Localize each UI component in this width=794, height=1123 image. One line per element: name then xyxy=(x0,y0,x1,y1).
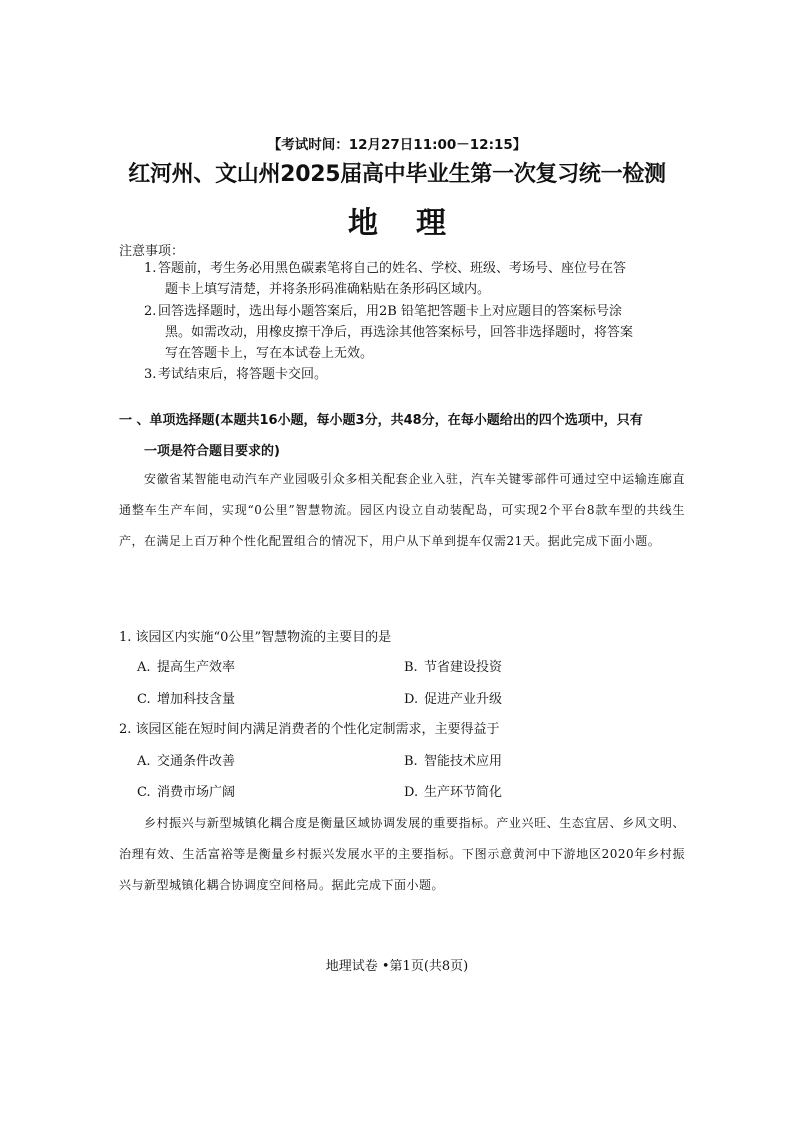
exam-title: 红河州、文山州2025届高中毕业生第一次复习统一检测 xyxy=(128,162,666,187)
notice-item-text-cont: 黑。如需改动，用橡皮擦干净后，再选涂其他答案标号，回答非选择题时，将答案 xyxy=(165,325,634,340)
question-2-option-c: C. 消费市场广阔 xyxy=(137,785,236,800)
passage-1: 安徽省某智能电动汽车产业园吸引众多相关配套企业入驻，汽车关键零部件可通过空中运输连廊直通整车生产车间，实现“0公里”智慧物流。园区内设立自动装配岛，可实现2个平台8款车型的共线生产，在满足上百万种个性化配置组合的情况下，用户从下单到提车仅需21天。据此完成下面小题。 xyxy=(119,472,685,548)
notice-item-text: 考试结束后，将答题卡交回。 xyxy=(158,367,328,382)
question-1-option-a: A. 提高生产效率 xyxy=(137,660,236,675)
notice-item-number: 1. xyxy=(144,261,157,276)
section-heading-line1: 一 、单项选择题(本题共16小题，每小题3分，共48分，在每小题给出的四个选项中，只有 xyxy=(119,413,643,428)
question-2-option-b: B. 智能技术应用 xyxy=(404,754,503,769)
question-2-option-a: A. 交通条件改善 xyxy=(137,754,236,769)
subject-char-2: 理 xyxy=(416,206,446,241)
notice-item-text-cont: 题卡上填写清楚，并将条形码准确粘贴在条形码区域内。 xyxy=(165,282,491,297)
question-1-stem: 1. 该园区内实施“0公里”智慧物流的主要目的是 xyxy=(119,630,392,645)
notice-item-text-cont: 写在答题卡上，写在本试卷上无效。 xyxy=(165,346,374,361)
question-1-option-d: D. 促进产业升级 xyxy=(404,692,503,707)
section-heading xyxy=(119,405,679,467)
subject-char-1: 地 xyxy=(348,206,378,241)
exam-time: 【考试时间：12月27日11:00－12:15】 xyxy=(267,137,527,153)
notice-item-text: 回答选择题时，选出每小题答案后，用2B 铅笔把答题卡上对应题目的答案标号涂 xyxy=(158,304,622,319)
notice-item-1 xyxy=(144,258,626,300)
notice-item-number: 2. xyxy=(144,304,157,319)
section-heading-line2: 一项是符合题目要求的) xyxy=(144,444,280,459)
question-1-option-b: B. 节省建设投资 xyxy=(404,660,503,675)
notice-item-3 xyxy=(144,364,327,385)
page-footer: 地理试卷 •第1页(共8页) xyxy=(325,959,469,974)
passage-2: 乡村振兴与新型城镇化耦合度是衡量区域协调发展的重要指标。产业兴旺、生态宜居、乡风文明、治理有效、生活富裕等是衡量乡村振兴发展水平的主要指标。下图示意黄河中下游地区2020年乡村振兴与新型城镇化耦合协调度空间格局。据此完成下面小题。 xyxy=(119,816,685,892)
notice-item-text: 答题前，考生务必用黑色碳素笔将自己的姓名、学校、班级、考场号、座位号在答 xyxy=(158,261,627,276)
notice-item-2 xyxy=(144,301,633,364)
notice-heading: 注意事项： xyxy=(119,244,185,259)
question-2-stem: 2. 该园区能在短时间内满足消费者的个性化定制需求，主要得益于 xyxy=(119,722,500,737)
notice-item-number: 3. xyxy=(144,367,157,382)
subject-title xyxy=(0,198,794,242)
question-2-option-d: D. 生产环节简化 xyxy=(404,785,503,800)
question-1-option-c: C. 增加科技含量 xyxy=(137,692,236,707)
